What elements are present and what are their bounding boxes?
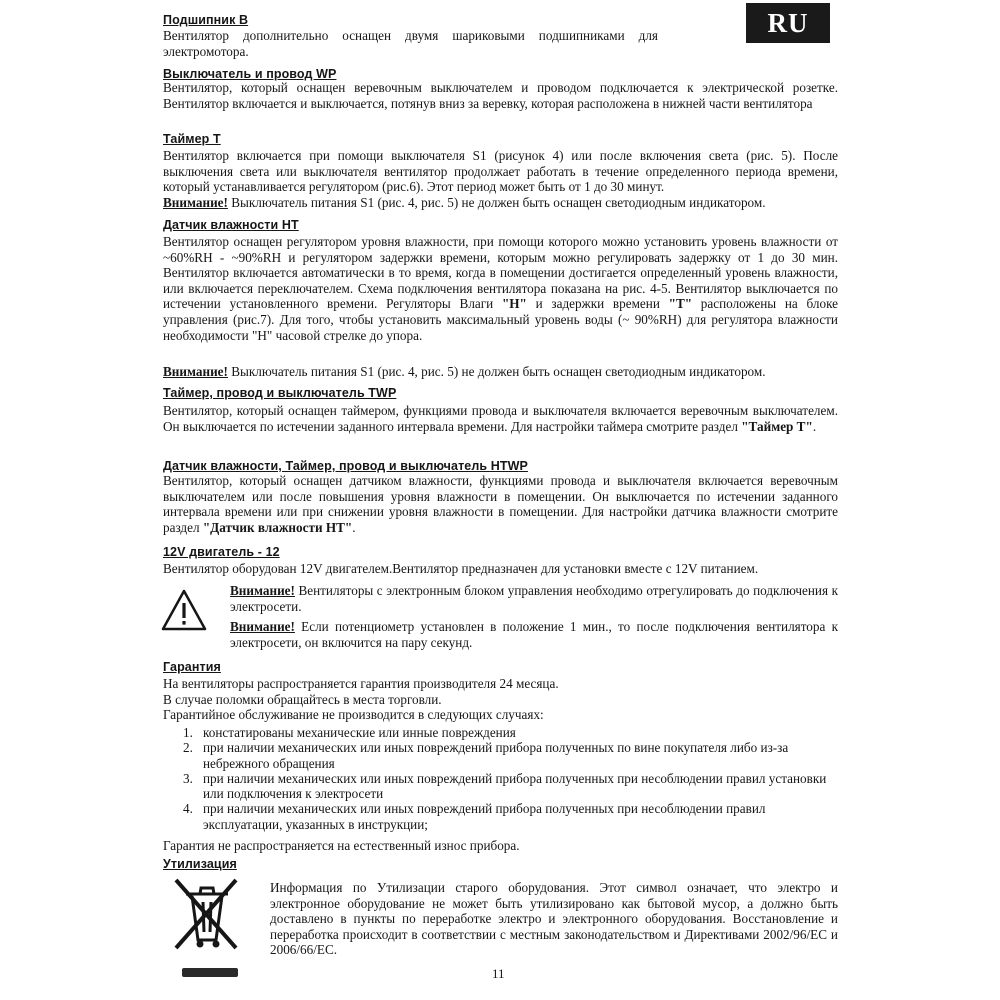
- humidity-text-a: Вентилятор оснащен регулятором уровня влажности, при помощи которого можно установить уровень влажности от ~60%RH - ~90%RH и регулятором задержки времени, которым можно регулировать задержку от 1 до 30 мин. Вентилятор включается автоматически в то время, когда в помещении достигается определенный уровень влажности, или включается переключателем. Схема подключения вентилятора показана на рис. 4-5. Вентилятор выключается по истечении установленного времени. Регуляторы Влаги: [163, 234, 838, 312]
- section-text-bearing: Вентилятор дополнительно оснащен двумя шариковыми подшипниками для электромотора.: [163, 28, 658, 59]
- motor12-warning-1-text: Вентиляторы с электронным блоком управления необходимо отрегулировать до подключения к электросети.: [230, 583, 838, 614]
- list-item: 2. при наличии механических или иных повреждений прибора полученных по вине покупателя либо из-за небрежного обращения: [183, 740, 789, 771]
- scan-smudge: [182, 968, 238, 977]
- timer-warning: [163, 195, 838, 211]
- list-item: 3. при наличии механических или иных повреждений прибора полученных при несоблюдении правил установки или подключения к электросети: [183, 770, 827, 802]
- section-title-switch-wire: Выключатель и провод WP: [163, 67, 337, 81]
- motor12-warning-2-label: Внимание!: [230, 619, 295, 634]
- warranty-line-3: Гарантийное обслуживание не производится в следующих случаях:: [163, 707, 544, 723]
- warranty-footer: Гарантия не распространяется на естественный износ прибора.: [163, 838, 520, 853]
- timer-warning-label: Внимание!: [163, 195, 228, 210]
- language-badge-label: RU: [767, 7, 809, 38]
- section-title-htwp: Датчик влажности, Таймер, провод и выключатель HTWP: [163, 459, 528, 473]
- crossed-out-bin-icon: [170, 874, 242, 954]
- section-title-disposal: Утилизация: [163, 857, 237, 871]
- htwp-text: Вентилятор, который оснащен датчиком влажности, функциями провода и выключателя включается веревочным выключателем или после повышения уровня влажности в помещении. Он выключается по истечении заданного интервала времени или при снижении уровня влажности в помещении. Для настройки датчика влажности смотрите раздел: [163, 473, 838, 535]
- humidity-warning-label: Внимание!: [163, 364, 228, 379]
- section-title-motor12: 12V двигатель - 12: [163, 545, 280, 559]
- list-item: 1. констатированы механические или инные повреждения: [183, 725, 516, 740]
- humidity-t-label: "Т": [668, 296, 693, 312]
- motor12-warning-1-label: Внимание!: [230, 583, 295, 598]
- section-title-twp: Таймер, провод и выключатель TWP: [163, 386, 397, 400]
- section-text-humidity: [163, 234, 838, 343]
- page-number: 11: [492, 966, 505, 981]
- warranty-line-1: На вентиляторы распространяется гарантия производителя 24 месяца.: [163, 676, 559, 691]
- list-item: 4. при наличии механических или иных повреждений прибора полученных при несоблюдении правил эксплуатации, указанных в инструкции;: [183, 801, 766, 832]
- section-title-bearing: Подшипник B: [163, 13, 249, 27]
- section-text-htwp: [163, 473, 838, 535]
- humidity-h-label: "Н": [501, 296, 527, 312]
- motor12-warning-2: [230, 619, 838, 650]
- twp-end: .: [812, 418, 817, 434]
- language-badge: [746, 3, 830, 43]
- timer-warning-text: Выключатель питания S1 (рис. 4, рис. 5) не должен быть оснащен светодиодным индикатором.: [227, 195, 766, 210]
- section-text-disposal: Информация по Утилизации старого оборудования. Этот символ означает, что электро и электронное оборудование не может быть утилизировано как бытовой мусор, а должно быть доставлено в пункты по переработке электро и электронного оборудования. Восстановление и переработка происходит в соответствии с местным законодательством и Директивами 2002/96/EC и 2006/66/EC.: [270, 880, 838, 958]
- htwp-ref: "Датчик влажности HT": [202, 519, 353, 535]
- section-text-twp: [163, 403, 838, 434]
- humidity-text-c: расположены на блоке управления (рис.7). Для того, чтобы установить максимальный уровень воды (~ 90%RH) для регулятора влажности необходимости "Н" часовой стрелке до упора.: [163, 296, 838, 343]
- twp-text: Вентилятор, который оснащен таймером, функциями провода и выключателя включается веревочным выключателем. Он выключается по истечении заданного интервала времени. Для настройки таймера смотрите раздел: [163, 403, 838, 434]
- warranty-line-2: В случае поломки обращайтесь в места торговли.: [163, 691, 442, 707]
- section-title-warranty: Гарантия: [163, 660, 221, 674]
- section-text-motor12: Вентилятор оборудован 12V двигателем.Вентилятор предназначен для установки вместе с 12V питанием.: [163, 561, 759, 576]
- humidity-warning-text: Выключатель питания S1 (рис. 4, рис. 5) не должен быть оснащен светодиодным индикатором.: [227, 364, 766, 379]
- motor12-warning-1: [230, 583, 838, 614]
- humidity-warning: [163, 364, 838, 380]
- twp-ref: "Таймер T": [741, 418, 813, 434]
- section-title-humidity: Датчик влажности HT: [163, 218, 299, 232]
- section-text-timer: Вентилятор включается при помощи выключателя S1 (рисунок 4) или после включения света (рис. 5). После выключения света или выключателя вентилятор продолжает работать в течение определенного периода времени, который устанавливается регулятором (рис.6). Этот период может быть от 1 до 30 минут.: [163, 148, 838, 195]
- section-text-switch-wire: Вентилятор, который оснащен веревочным выключателем и проводом подключается к электрической розетке. Вентилятор включается и выключается, потянув вниз за веревку, которая расположена в нижней части вентилятора: [163, 80, 838, 111]
- warning-triangle-icon: [160, 588, 208, 632]
- warranty-intro: [163, 676, 838, 723]
- humidity-text-b: и задержки времени: [526, 296, 669, 312]
- htwp-end: .: [352, 519, 356, 535]
- section-title-timer: Таймер T: [163, 132, 221, 146]
- motor12-warning-2-text: Если потенциометр установлен в положение 1 мин., то после подключения вентилятора к электросети, он включится на пару секунд.: [230, 619, 838, 650]
- warranty-exclusions-list: [163, 725, 843, 832]
